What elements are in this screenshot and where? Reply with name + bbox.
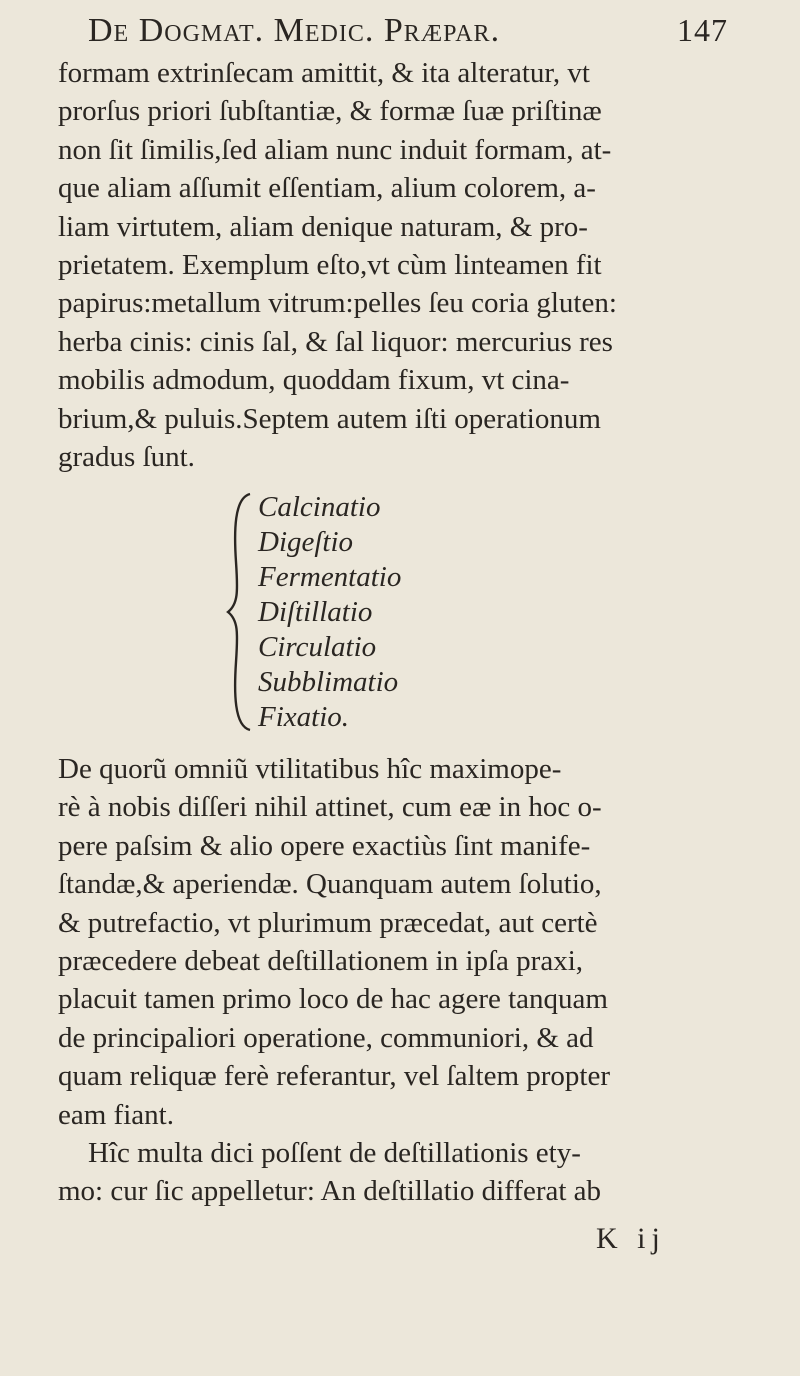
text-line: mo: cur ſic appelletur: An deſtillatio differat ab [58,1175,602,1208]
text-line: De quorũ omniũ vtilitatibus hîc maximope- [58,753,562,785]
text-line: eam fiant. [58,1098,174,1131]
paragraph-2 [58,750,770,1134]
page-number: 147 [677,12,728,48]
text-line: Hîc multa dici poſſent de deſtillationis ety- [88,1137,581,1169]
text-line: que aliam aſſumit eſſentiam, alium colorem, a- [58,172,596,205]
text-line: prietatem. Exemplum eſto,vt cùm linteamen fit [58,249,602,282]
operations-list [258,490,401,735]
operation-item: Circulatio [258,631,377,663]
text-line: & putrefactio, vt plurimum præcedat, aut certè [58,906,598,939]
text-line: mobilis admodum, quoddam fixum, vt cina- [58,364,570,397]
text-line: herba cinis: cinis ſal, & ſal liquor: mercurius res [58,325,613,358]
text-line: rè à nobis diſſeri nihil attinet, cum eæ in hoc o- [58,791,602,824]
text-line: formam extrinſecam amittit, & ita alteratur, vt [58,57,590,89]
operation-item: Digeſtio [258,526,354,558]
text-line: brium,& puluis.Septem autem iſti operationum [58,402,601,435]
text-line: non ſit ſimilis,ſed aliam nunc induit formam, at- [58,133,612,166]
operation-item: Calcinatio [258,491,381,523]
operation-item: Fermentatio [258,561,402,593]
running-header [88,12,728,50]
text-line: papirus:metallum vitrum:pelles ſeu coria gluten: [58,287,617,320]
paragraph-3 [58,1134,770,1211]
text-line: gradus ſunt. [58,441,195,474]
text-line: ſtandæ,& aperiendæ. Quanquam autem ſolutio, [58,868,602,901]
curly-brace [226,492,256,732]
operation-item: Fixatio. [258,701,350,733]
text-line: placuit tamen primo loco de hac agere tanquam [58,983,608,1016]
text-line: de principaliori operatione, communiori, & ad [58,1021,594,1054]
operation-item: Subblimatio [258,666,399,698]
running-title: De Dogmat. Medic. Præpar. [88,12,501,49]
text-line: pere paſsim & alio opere exactiùs ſint manife- [58,829,591,862]
operation-item: Diſtillatio [258,596,373,628]
text-line: liam virtutem, aliam denique naturam, & pro- [58,210,588,243]
paragraph-1 [58,54,770,476]
signature-mark: K ij [596,1222,666,1255]
text-line: quam reliquæ ferè referantur, vel ſaltem propter [58,1060,611,1093]
text-line: prorſus priori ſubſtantiæ, & formæ ſuæ priſtinæ [58,95,602,128]
text-line: præcedere debeat deſtillationem in ipſa praxi, [58,945,584,978]
